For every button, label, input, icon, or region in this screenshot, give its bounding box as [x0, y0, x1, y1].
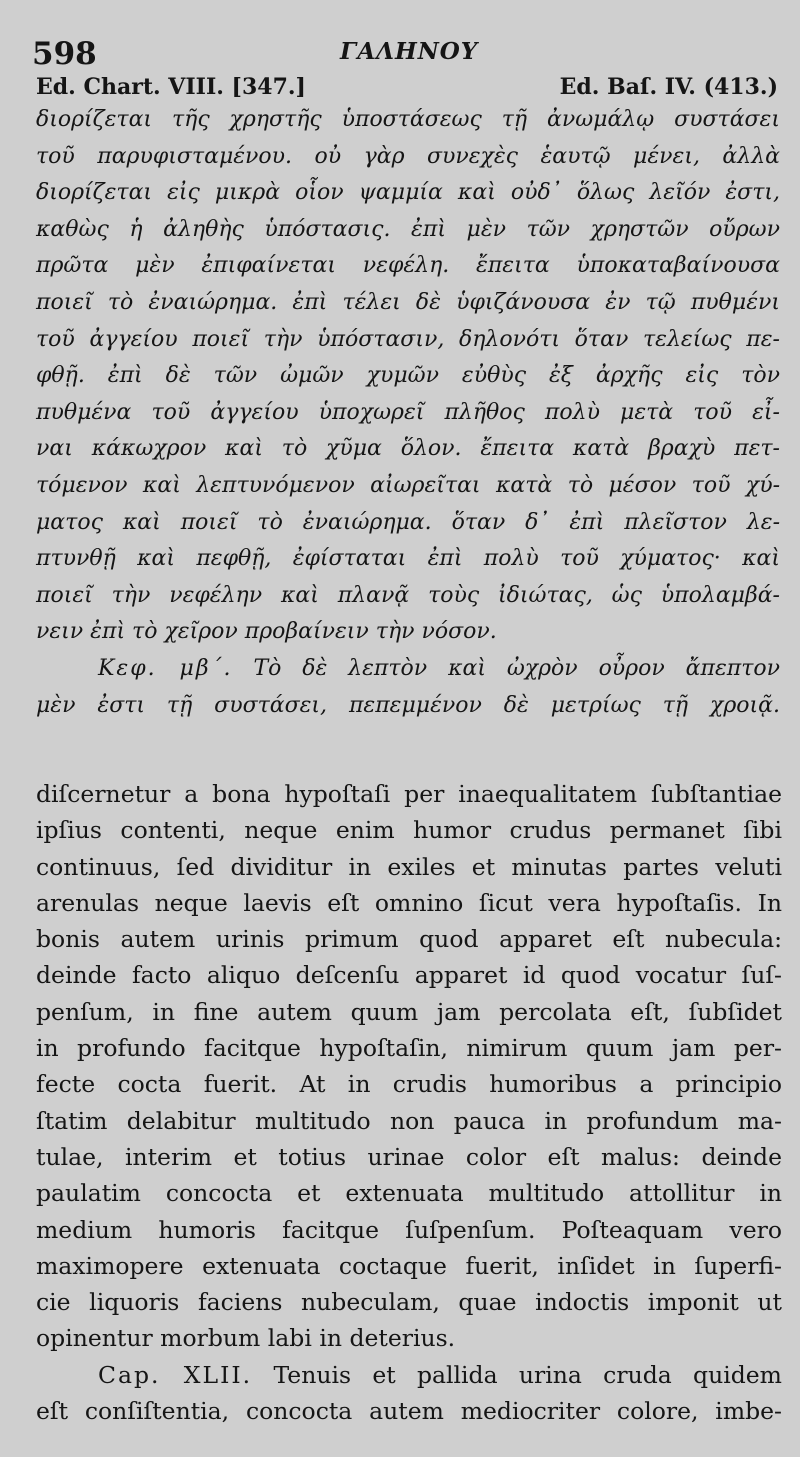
latin-line: medium humoris facitque ſuſpenſum. Poſteaquam vero — [36, 1215, 782, 1244]
running-title: ΓΑΛΗΝΟΥ — [340, 38, 479, 65]
page-number: 598 — [32, 36, 97, 72]
greek-line: πυθμένα τοῦ ἀγγείου ὑποχωρεῖ πλῆθος πολὺ μετὰ τοῦ εἶ- — [36, 399, 780, 425]
greek-line: ναι κάκωχρον καὶ τὸ χῦμα ὅλον. ἔπειτα κατὰ βραχὺ πετ- — [36, 436, 780, 462]
greek-chapter-start — [36, 651, 780, 688]
greek-text-block — [36, 102, 780, 724]
latin-line: paulatim concocta et extenuata multitudo attollitur in — [36, 1179, 782, 1208]
latin-line: diſcernetur a bona hypoſtaſi per inaequalitatem ſubſtantiae — [36, 780, 782, 808]
latin-line: bonis autem urinis primum quod apparet eſt nubecula: — [36, 925, 782, 954]
latin-line: deinde facto aliquo deſcenſu apparet id quod vocatur ſuſ- — [36, 961, 782, 990]
greek-line: ματος καὶ ποιεῖ τὸ ἐναιώρημα. ὅταν δ᾽ ἐπὶ πλεῖστον λε- — [36, 509, 780, 535]
edition-reference-left: Ed. Chart. VIII. [347.] — [36, 74, 306, 100]
latin-line: eſt conſiſtentia, concocta autem mediocriter colore, imbe- — [36, 1397, 782, 1426]
latin-line: opinentur morbum labi in deterius. — [36, 1324, 456, 1353]
greek-line: ποιεῖ τὸ ἐναιώρημα. ἐπὶ τέλει δὲ ὑφιζάνουσα ἐν τῷ πυθμένι — [36, 289, 780, 315]
greek-line: τόμενον καὶ λεπτυνόμενον αἰωρεῖται κατὰ τὸ μέσον τοῦ χύ- — [36, 472, 780, 498]
greek-line: διορίζεται τῆς χρηστῆς ὑποστάσεως τῇ ἀνωμάλῳ συστάσει — [36, 107, 780, 132]
greek-line: διορίζεται εἰς μικρὰ οἷον ψαμμία καὶ οὐδ᾽ ὅλως λεῖόν ἐστι, — [36, 180, 780, 206]
latin-line: arenulas neque laevis eſt omnino ſicut vera hypoſtaſis. In — [36, 888, 782, 917]
greek-chapter-text: Τὸ δὲ λεπτὸν καὶ ὠχρὸν οὖρον ἄπεπτον — [253, 655, 780, 681]
greek-line: φθῇ. ἐπὶ δὲ τῶν ὠμῶν χυμῶν εὐθὺς ἐξ ἀρχῆς εἰς τὸν — [36, 363, 780, 389]
latin-line: penſum, in fine autem quum jam percolata eſt, ſubſidet — [36, 997, 782, 1026]
latin-line: in profundo facitque hypoſtaſin, nimirum quum jam per- — [36, 1034, 782, 1063]
greek-line: ποιεῖ τὴν νεφέλην καὶ πλανᾷ τοὺς ἰδιώτας, ὡς ὑπολαμβά- — [36, 582, 780, 608]
latin-line: ſtatim delabitur multitudo non pauca in profundum ma- — [36, 1106, 782, 1135]
latin-chapter-label: Cap. XLII. — [98, 1360, 253, 1389]
latin-line: ipſius contenti, neque enim humor crudus permanet ſibi — [36, 816, 782, 845]
latin-line: cie liquoris faciens nubeculam, quae indoctis imponit ut — [36, 1288, 782, 1317]
greek-line: πτυνθῇ καὶ πεφθῇ, ἐφίσταται ἐπὶ πολὺ τοῦ χύματος· καὶ — [36, 546, 780, 572]
greek-line: τοῦ παρυφισταμένου. οὐ γὰρ συνεχὲς ἑαυτῷ μένει, ἀλλὰ — [36, 143, 780, 169]
latin-chapter-text: Tenuis et pallida urina cruda quidem — [273, 1360, 782, 1389]
greek-line: νειν ἐπὶ τὸ χεῖρον προβαίνειν τὴν νόσον. — [36, 619, 497, 645]
latin-text-block — [36, 776, 782, 1429]
latin-line: tulae, interim et totius urinae color eſt malus: deinde — [36, 1142, 782, 1171]
latin-line: continuus, ſed dividitur in exiles et minutas partes veluti — [36, 852, 782, 881]
greek-line: τοῦ ἀγγείου ποιεῖ τὴν ὑπόστασιν, δηλονότι ὅταν τελείως πε- — [36, 326, 780, 352]
edition-reference-right: Ed. Baſ. IV. (413.) — [559, 74, 778, 100]
greek-line: καθὼς ἡ ἀληθὴς ὑπόστασις. ἐπὶ μὲν τῶν χρηστῶν οὔρων — [36, 216, 780, 242]
greek-line: πρῶτα μὲν ἐπιφαίνεται νεφέλη. ἔπειτα ὑποκαταβαίνουσα — [36, 253, 780, 279]
greek-chapter-label: Κεφ. μβ΄. — [98, 655, 233, 681]
latin-chapter-start — [36, 1357, 782, 1393]
latin-line: maximopere extenuata coctaque fuerit, inſidet in ſuperfi- — [36, 1251, 782, 1280]
latin-line: fecte cocta fuerit. At in crudis humoribus a principio — [36, 1070, 782, 1099]
greek-line: μὲν ἐστι τῇ συστάσει, πεπεμμένον δὲ μετρίως τῇ χροιᾷ. — [36, 692, 780, 718]
